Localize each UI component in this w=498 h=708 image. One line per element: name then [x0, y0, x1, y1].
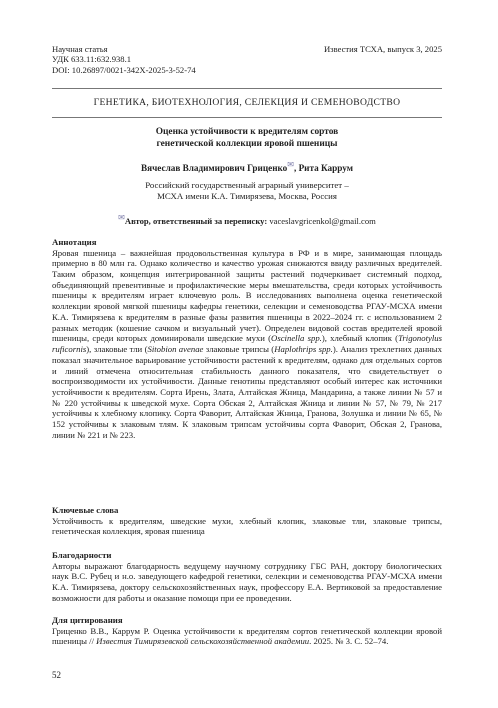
envelope-icon: ✉ [118, 213, 125, 222]
correspondence [52, 213, 442, 226]
citation-text: Гриценко В.В., Каррум Р. Оценка устойчивости к вредителям сортов генетической коллекции яровой пшеницы // Известия Тимирязевской сельскохозяйственной академии. 2025. № 3. С. 52–74. [52, 625, 442, 647]
title-line-2: генетической коллекции яровой пшеницы [156, 138, 338, 149]
citation-section [52, 615, 442, 647]
abstract-text: Яровая пшеница – важнейшая продовольственная культура в РФ и в мире, занимающая площадь примерно в 80 млн га. Однако количество и качество урожая снижаются ввиду различных вредителей. Таким образом, концепция интегрированной защиты растений подчеркивает системный подход, объединяющий превентивные и профилактические меры вмешательства, среди которых устойчивость пшеницы к вредителям играет ключевую роль. В исследованиях выполнена оценка генетической коллекции яровой мягкой пшеницы кафедры генетики, селекции и семеноводства РГАУ-МСХА имени К.А. Тимирязева к вредителям в разные фазы развития пшеницы в 2022–2024 гг. с использованием 2 разных методик (кошение сачком и визуальный учет). Определен видовой состав вредителей яровой пшеницы, среди которых доминировали шведские мухи (Oscinella spp.), хлебный клопик (Trigonotylus ruficornis), злаковые тли (Sitobion avenae злаковые трипсы (Haplothrips spp.). Анализ трехлетних данных показал значительное варьирование устойчивости растений к вредителям, однако для отдельных сортов и линий отмечена относительная стабильность данного показателя, что свидетельствует о воспроизводимости их устойчивости. Данные генотипы представляют особый интерес как источники устойчивости к вредителям. Сорта Ирень, Злата, Алтайская Жница, Мандарина, а также линии № 57 и № 220 устойчивы к шведской мухе. Сорта Обская 2, Алтайская Жница и линии № 57, № 79, № 217 устойчивы к хлебному клопику. Сорта Фаворит, Алтайская Жница, Гранова, Золушка и линии № 65, № 152 устойчивы к злаковым тлям. К злаковым трипсам устойчивы сорта Фаворит, Обская 2, Гранова, линии № 221 и № 223. [52, 247, 442, 440]
abstract-section [52, 237, 442, 441]
journal-issue: Известия ТСХА, выпуск 3, 2025 [323, 44, 442, 54]
page-number: 52 [52, 670, 61, 680]
acknowledgments-text: Авторы выражают благодарность ведущему научному сотруднику ГБС РАН, доктору биологических наук В.С. Рубец и н.о. заведующего кафедрой генетики, селекции и семеноводства РГАУ-МСХА имени К.А. Тимирязева, доктору сельскохозяйственных наук, профессору Е.А. Вертиковой за предоставление возможности для работы и оказание помощи при ее проведении. [52, 560, 442, 603]
keywords-text: Устойчивость к вредителям, шведские мухи, хлебный клопик, злаковые тли, злаковые трипсы, генетическая коллекция, яровая пшеница [52, 515, 442, 537]
author-list [52, 159, 442, 174]
author-separator: , [293, 163, 299, 174]
correspondence-email[interactable]: vaceslavgricenkol@gmail.com [269, 215, 376, 226]
correspondence-label: Автор, ответственный за переписку: [124, 215, 268, 226]
keywords-section [52, 505, 442, 537]
affiliation-line-2: МСХА имени К.А. Тимирязева, Москва, Россия [157, 190, 337, 201]
title-line-1: Оценка устойчивости к вредителям сортов [155, 127, 339, 137]
citation-journal: Известия Тимирязевской сельскохозяйственной академии [96, 636, 310, 647]
author-1: Вячеслав Владимирович Гриценко [141, 163, 288, 174]
affiliation [52, 180, 442, 202]
divider-bottom [52, 117, 442, 118]
article-title [52, 127, 442, 150]
envelope-icon: ✉ [287, 160, 294, 169]
author-2: Рита Каррум [298, 163, 353, 174]
abstract-heading: Аннотация [52, 237, 97, 247]
citation-heading: Для цитирования [52, 615, 123, 625]
acknowledgments-section [52, 550, 442, 603]
acknowledgments-heading: Благодарности [52, 550, 112, 560]
divider-top [52, 88, 442, 89]
header-meta [52, 44, 196, 75]
udk-code: УДК 633.11:632.938.1 [52, 54, 132, 65]
keywords-heading: Ключевые слова [52, 505, 119, 515]
doi[interactable]: DOI: 10.26897/0021-342X-2025-3-52-74 [52, 64, 196, 75]
article-type: Научная статья [52, 44, 108, 54]
section-heading: ГЕНЕТИКА, БИОТЕХНОЛОГИЯ, СЕЛЕКЦИЯ И СЕМЕНОВОДСТВО [93, 97, 401, 108]
affiliation-line-1: Российский государственный аграрный университет – [145, 180, 349, 190]
